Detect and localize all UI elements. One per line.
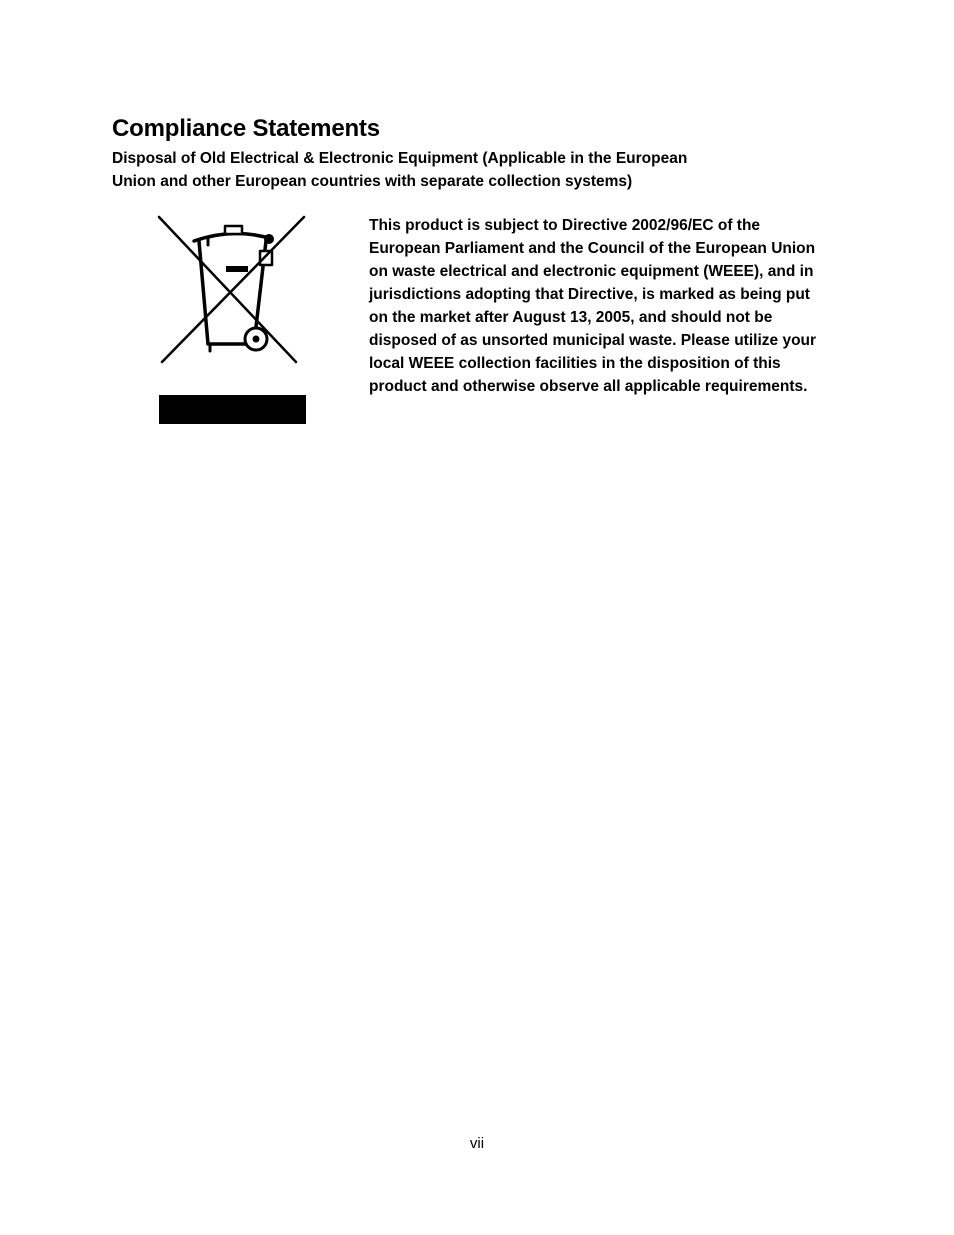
paragraph-line: European Parliament and the Council of the European Union xyxy=(369,240,816,257)
section-subtitle xyxy=(112,147,752,193)
paragraph-line: on the market after August 13, 2005, and should not be xyxy=(369,309,773,326)
paragraph-line: product and otherwise observe all applicable requirements. xyxy=(369,378,808,395)
page-number: vii xyxy=(469,1135,485,1152)
paragraph-line: This product is subject to Directive 2002/96/EC of the xyxy=(369,217,761,234)
paragraph-line: local WEEE collection facilities in the disposition of this xyxy=(369,355,781,372)
paragraph-line: disposed of as unsorted municipal waste. Please utilize your xyxy=(369,332,817,349)
paragraph-line: jurisdictions adopting that Directive, is marked as being put xyxy=(369,286,810,303)
page-title: Compliance Statements xyxy=(112,115,380,142)
weee-symbol-graphic xyxy=(156,213,308,426)
directive-paragraph xyxy=(369,214,847,398)
subtitle-line-1: Disposal of Old Electrical & Electronic Equipment (Applicable in the European xyxy=(112,150,688,167)
weee-crossed-out-bin-icon xyxy=(156,213,308,426)
paragraph-line: on waste electrical and electronic equipment (WEEE), and in xyxy=(369,263,814,280)
subtitle-line-2: Union and other European countries with separate collection systems) xyxy=(112,173,633,190)
